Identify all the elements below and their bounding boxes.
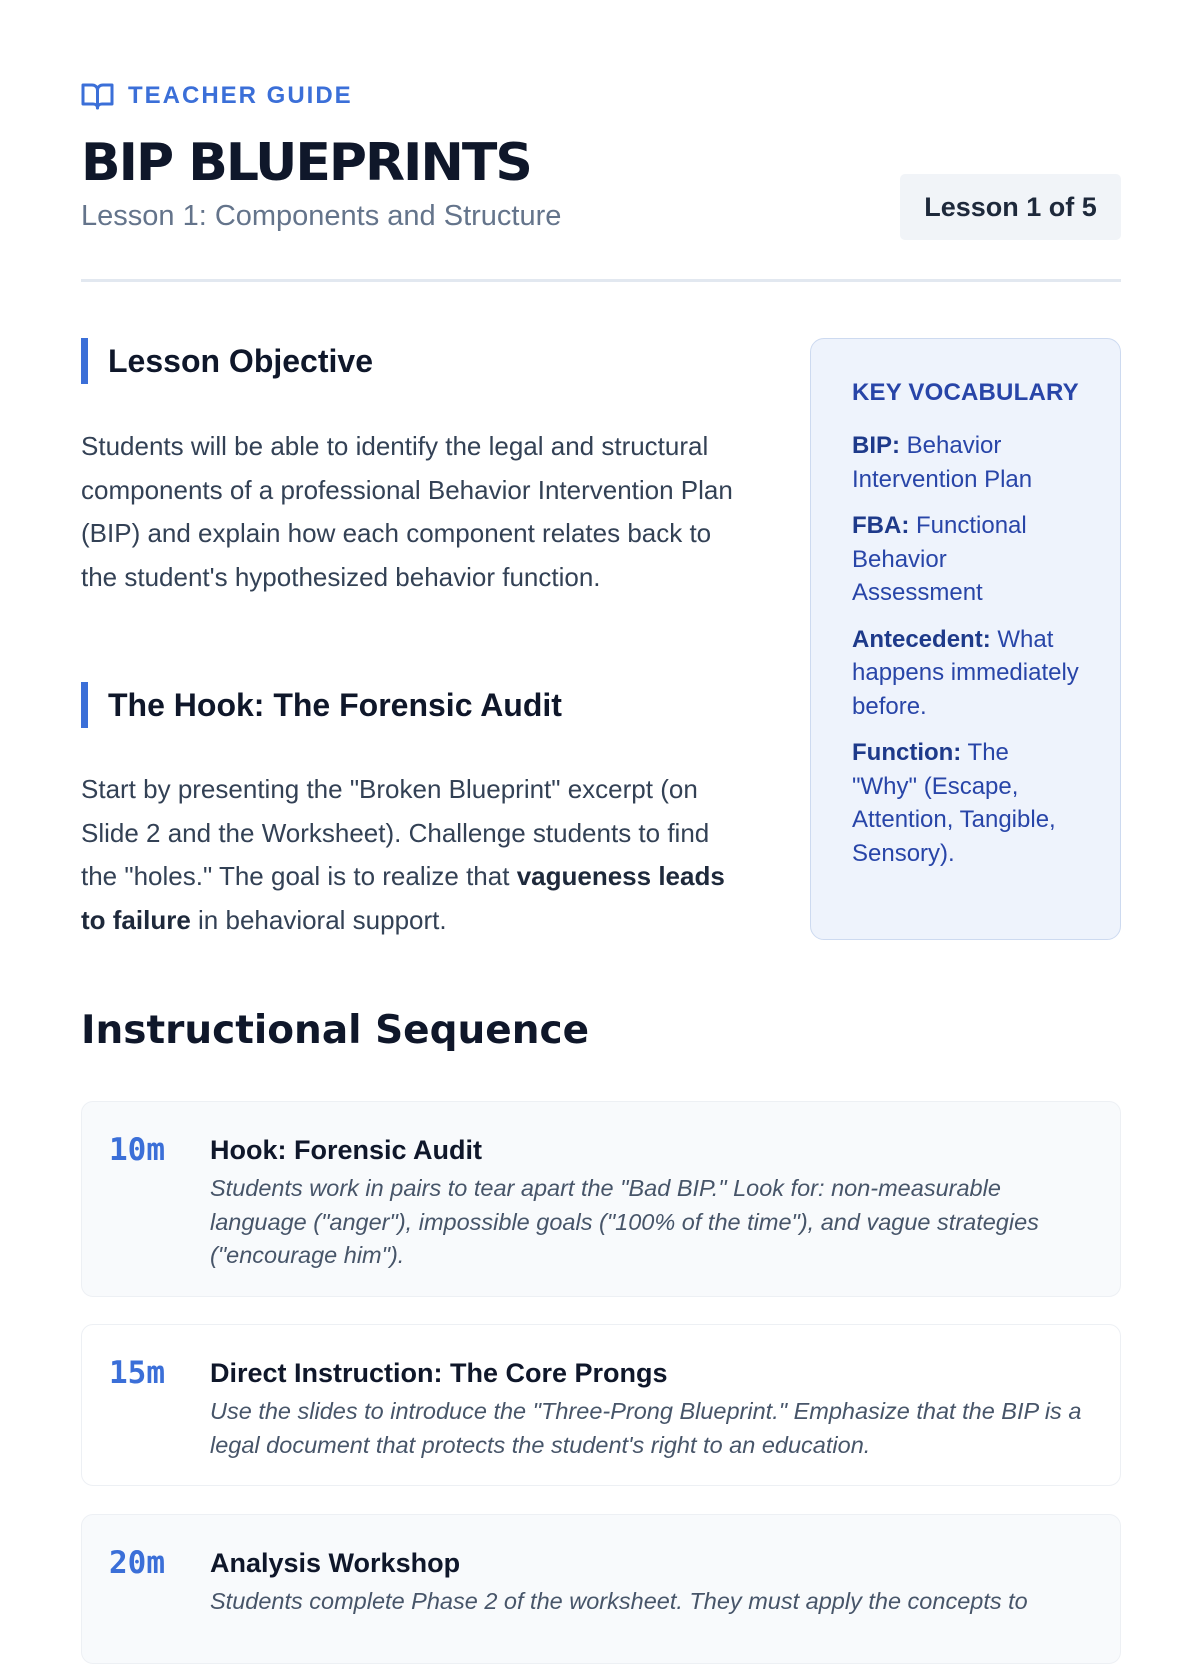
sequence-title: Instructional Sequence bbox=[81, 1008, 590, 1053]
accent-bar bbox=[81, 338, 88, 384]
vocabulary-definition: Behavior Intervention Plan bbox=[852, 432, 1033, 493]
vocabulary-term: BIP: bbox=[852, 432, 900, 459]
hook-heading-text: The Hook: The Forensic Audit bbox=[108, 686, 562, 723]
vocabulary-term: Function: bbox=[852, 739, 962, 766]
hook-text bbox=[81, 768, 751, 942]
vocabulary-item bbox=[852, 429, 1080, 496]
step-title: Direct Instruction: The Core Prongs bbox=[210, 1358, 668, 1388]
objective-heading bbox=[81, 338, 373, 384]
vocabulary-definition: What happens immediately before. bbox=[852, 625, 1079, 720]
vocabulary-term: FBA: bbox=[852, 512, 910, 539]
vocabulary-item bbox=[852, 623, 1080, 724]
lesson-badge: Lesson 1 of 5 bbox=[900, 174, 1121, 240]
hook-heading bbox=[81, 682, 562, 728]
vocabulary-title: KEY VOCABULARY bbox=[852, 379, 1079, 406]
page-subtitle: Lesson 1: Components and Structure bbox=[81, 200, 562, 232]
step-duration: 15m bbox=[109, 1355, 165, 1391]
page-title: BIP BLUEPRINTS bbox=[81, 133, 531, 193]
step-description: Students complete Phase 2 of the worksheet. They must apply the concepts to bbox=[210, 1588, 1028, 1614]
step-description: Students work in pairs to tear apart the "Bad BIP." Look for: non-measurable language ("anger"), impossible goals ("100% of the time"), and vague strategies ("encourage him"). bbox=[210, 1175, 1039, 1268]
hook-text-end: in behavioral support. bbox=[190, 904, 447, 935]
sequence-step bbox=[81, 1514, 1121, 1664]
vocabulary-definition: Functional Behavior Assessment bbox=[852, 512, 1027, 606]
step-duration: 20m bbox=[109, 1545, 165, 1581]
step-title: Hook: Forensic Audit bbox=[210, 1135, 483, 1165]
hook-text-start: Start by presenting the "Broken Blueprint" excerpt (on Slide 2 and the Worksheet). Challenge students to find the "holes." The goal is to realize that bbox=[81, 774, 710, 891]
step-title: Analysis Workshop bbox=[210, 1548, 461, 1578]
vocabulary-item bbox=[852, 736, 1080, 870]
vocabulary-item bbox=[852, 509, 1080, 610]
vocabulary-definition: The "Why" (Escape, Attention, Tangible, Sensory). bbox=[852, 739, 1056, 867]
step-description: Use the slides to introduce the "Three-Prong Blueprint." Emphasize that the BIP is a legal document that protects the student's right to an education. bbox=[210, 1398, 1082, 1458]
step-duration: 10m bbox=[109, 1132, 165, 1168]
sequence-step bbox=[81, 1101, 1121, 1297]
header-divider bbox=[81, 279, 1121, 282]
vocabulary-term: Antecedent: bbox=[852, 625, 991, 653]
sequence-step bbox=[81, 1324, 1121, 1486]
eyebrow-label: TEACHER GUIDE bbox=[128, 82, 353, 109]
objective-heading-text: Lesson Objective bbox=[108, 342, 373, 379]
eyebrow bbox=[81, 80, 353, 112]
hook-text-emphasis: vagueness leads to failure bbox=[81, 861, 725, 935]
objective-text: Students will be able to identify the legal and structural components of a professional Behavior Intervention Plan (BIP) and explain how each component relates back to the student's hypothesized behavior function. bbox=[81, 431, 733, 592]
accent-bar bbox=[81, 682, 88, 728]
teacher-guide-page bbox=[81, 0, 1121, 1614]
book-open-icon bbox=[81, 82, 114, 110]
key-vocabulary-card bbox=[810, 338, 1121, 940]
